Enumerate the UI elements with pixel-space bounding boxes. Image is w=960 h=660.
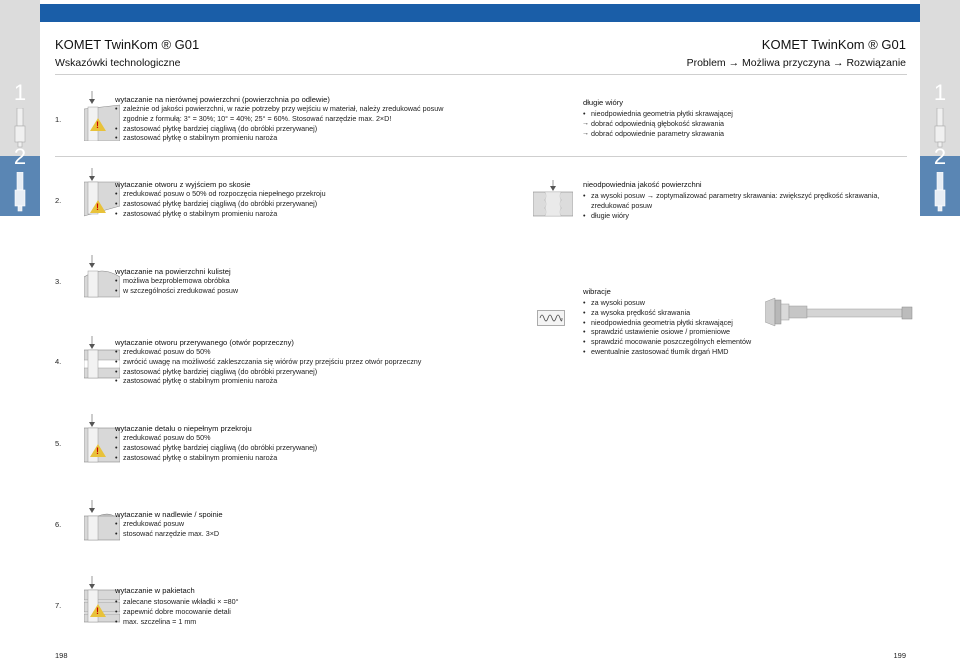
subtitle-cause: Możliwa przyczyna — [742, 57, 831, 69]
section-title: wytaczanie w pakietach — [115, 586, 195, 595]
list-item: • długie wióry — [583, 211, 903, 221]
section-list — [115, 104, 443, 143]
section-list — [583, 109, 903, 138]
section-7 — [55, 576, 455, 631]
list-item: • zwrócić uwagę na możliwość zakleszczania się wiórów przy przejściu przez otwór poprzeczny — [115, 357, 421, 367]
list-item: → dobrać odpowiednią głębokość skrawania — [583, 119, 903, 129]
list-item: zgodnie z formułą: 3° = 30%; 10° = 40%; 25° = 60%. Stosować narzędzie max. 2×D! — [123, 113, 392, 123]
section-title: wytaczanie otworu przerywanego (otwór poprzeczny) — [115, 338, 294, 347]
section-number: 6. — [55, 520, 62, 529]
list-item: • zredukować posuw — [115, 519, 219, 529]
list-item: • możliwa bezproblemowa obróbka — [115, 276, 238, 286]
list-item: • zapewnić dobre mocowanie detali — [115, 607, 239, 617]
surface-finish-icon — [533, 180, 573, 218]
section-number: 2. — [55, 196, 62, 205]
section-list — [583, 191, 903, 220]
tab-chapter-2[interactable] — [0, 144, 40, 216]
warning-icon: ! — [90, 118, 106, 131]
section-number: 4. — [55, 357, 62, 366]
section-number: 7. — [55, 601, 62, 610]
list-item: • za wysoki posuw → zoptymalizować parametry skrawania: zwiększyć prędkość skrawania, — [583, 191, 903, 201]
section-title: wytaczanie na powierzchni kulistej — [115, 267, 231, 276]
warning-icon: ! — [90, 604, 106, 617]
right-section-vibrations — [583, 287, 783, 357]
list-item: • w szczególności zredukować posuw — [115, 286, 238, 296]
vibration-icon — [537, 310, 565, 326]
subtitle-problem: Problem — [686, 57, 726, 69]
list-item: • sprawdzić ustawienie osiowe / promieniowe — [583, 327, 783, 337]
section-title: wytaczanie w nadlewie / spoinie — [115, 510, 223, 519]
list-item: • za wysoka prędkość skrawania — [583, 308, 783, 318]
subtitle-solution: Rozwiązanie — [846, 57, 906, 69]
header-bar — [40, 4, 920, 22]
arrow-right-icon: → — [833, 57, 847, 69]
section-title: wytaczanie detalu o niepełnym przekroju — [115, 424, 252, 433]
arrow-right-icon: → — [728, 57, 743, 69]
tab-blank-top — [920, 0, 960, 78]
boring-tool-icon — [13, 108, 27, 148]
section-list — [115, 347, 421, 386]
page-subtitle-left: Wskazówki technologiczne — [55, 57, 181, 69]
list-item: • zastosować płytkę o stabilnym promieniu naroża — [115, 209, 326, 219]
list-item: • zależnie od jakości powierzchni, w razie potrzeby przy wejściu w materiał, należy zredukować posuw — [115, 104, 443, 114]
section-title: nieodpowiednia jakość powierzchni — [583, 180, 702, 189]
list-item: • zredukować posuw do 50% — [115, 433, 317, 443]
list-item: • max. szczelina = 1 mm — [115, 617, 239, 627]
list-item: • zastosować płytkę bardziej ciągliwą (do obróbki przerywanej) — [115, 199, 326, 209]
section-title: wytaczanie otworu z wyjściem po skosie — [115, 180, 251, 189]
list-item: • nieodpowiednia geometria płytki skrawającej — [583, 318, 783, 328]
list-item: • zredukować posuw o 50% od rozpoczęcia niepełnego przekroju — [115, 189, 326, 199]
list-item: • za wysoki posuw — [583, 298, 783, 308]
tab-chapter-2-label: 2 — [933, 144, 947, 169]
list-item: • zastosować płytkę bardziej ciągliwą (do obróbki przerywanej) — [115, 124, 443, 134]
section-list — [115, 597, 239, 626]
list-item: • sprawdzić mocowanie poszczególnych elementów — [583, 337, 783, 347]
row-divider — [55, 156, 907, 157]
section-list — [115, 433, 317, 462]
section-number: 5. — [55, 439, 62, 448]
tab-chapter-2-label: 2 — [13, 144, 27, 169]
tool-holder-image — [765, 292, 915, 332]
list-item: → dobrać odpowiednie parametry skrawania — [583, 129, 903, 139]
section-list — [115, 189, 326, 218]
section-4 — [55, 328, 455, 388]
page-number-right: 199 — [893, 651, 906, 660]
list-item: • nieodpowiednia geometria płytki skrawającej — [583, 109, 903, 119]
section-title: wibracje — [583, 287, 611, 296]
section-2 — [55, 168, 455, 228]
list-item: • zastosować płytkę bardziej ciągliwą (do obróbki przerywanej) — [115, 443, 317, 453]
right-section-long-chips — [583, 98, 903, 138]
tab-blank-top — [0, 0, 40, 78]
boring-tool-icon — [933, 108, 947, 148]
section-6 — [55, 500, 455, 550]
section-title: długie wióry — [583, 98, 624, 107]
tab-chapter-1-label: 1 — [13, 80, 27, 105]
warning-icon: ! — [90, 200, 106, 213]
list-item: • zalecane stosowanie wkładki × =80° — [115, 597, 239, 607]
header-divider — [55, 74, 907, 75]
section-list — [583, 298, 783, 357]
list-item: • ewentualnie zastosować tłumik drgań HMD — [583, 347, 783, 357]
section-1 — [55, 86, 455, 156]
boring-tool-icon — [13, 172, 27, 212]
section-list — [115, 519, 219, 539]
section-title: wytaczanie na nierównej powierzchni (powierzchnia po odlewie) — [115, 95, 330, 104]
boring-tool-icon — [933, 172, 947, 212]
list-item: • zredukować posuw do 50% — [115, 347, 421, 357]
list-item: • zastosować płytkę o stabilnym promieniu naroża — [115, 376, 421, 386]
page-title-left: KOMET TwinKom ® G01 — [55, 37, 200, 52]
right-section-surface-quality — [583, 180, 903, 220]
page-subtitle-right — [687, 57, 906, 69]
section-number: 1. — [55, 115, 62, 124]
page-title-right: KOMET TwinKom ® G01 — [761, 37, 906, 52]
section-5 — [55, 414, 455, 474]
section-number: 3. — [55, 277, 62, 286]
list-item: • zastosować płytkę o stabilnym promieniu naroża — [115, 133, 443, 143]
page-number-left: 198 — [55, 651, 68, 660]
list-item: • stosować narzędzie max. 3×D — [115, 529, 219, 539]
list-item: • zastosować płytkę o stabilnym promieniu naroża — [115, 453, 317, 463]
list-item: zredukować posuw — [591, 200, 653, 210]
section-list — [115, 276, 238, 296]
list-item: • zastosować płytkę bardziej ciągliwą (do obróbki przerywanej) — [115, 367, 421, 377]
tab-chapter-1-label: 1 — [933, 80, 947, 105]
tab-chapter-2[interactable] — [920, 144, 960, 216]
warning-icon: ! — [90, 444, 106, 457]
section-3 — [55, 255, 455, 305]
